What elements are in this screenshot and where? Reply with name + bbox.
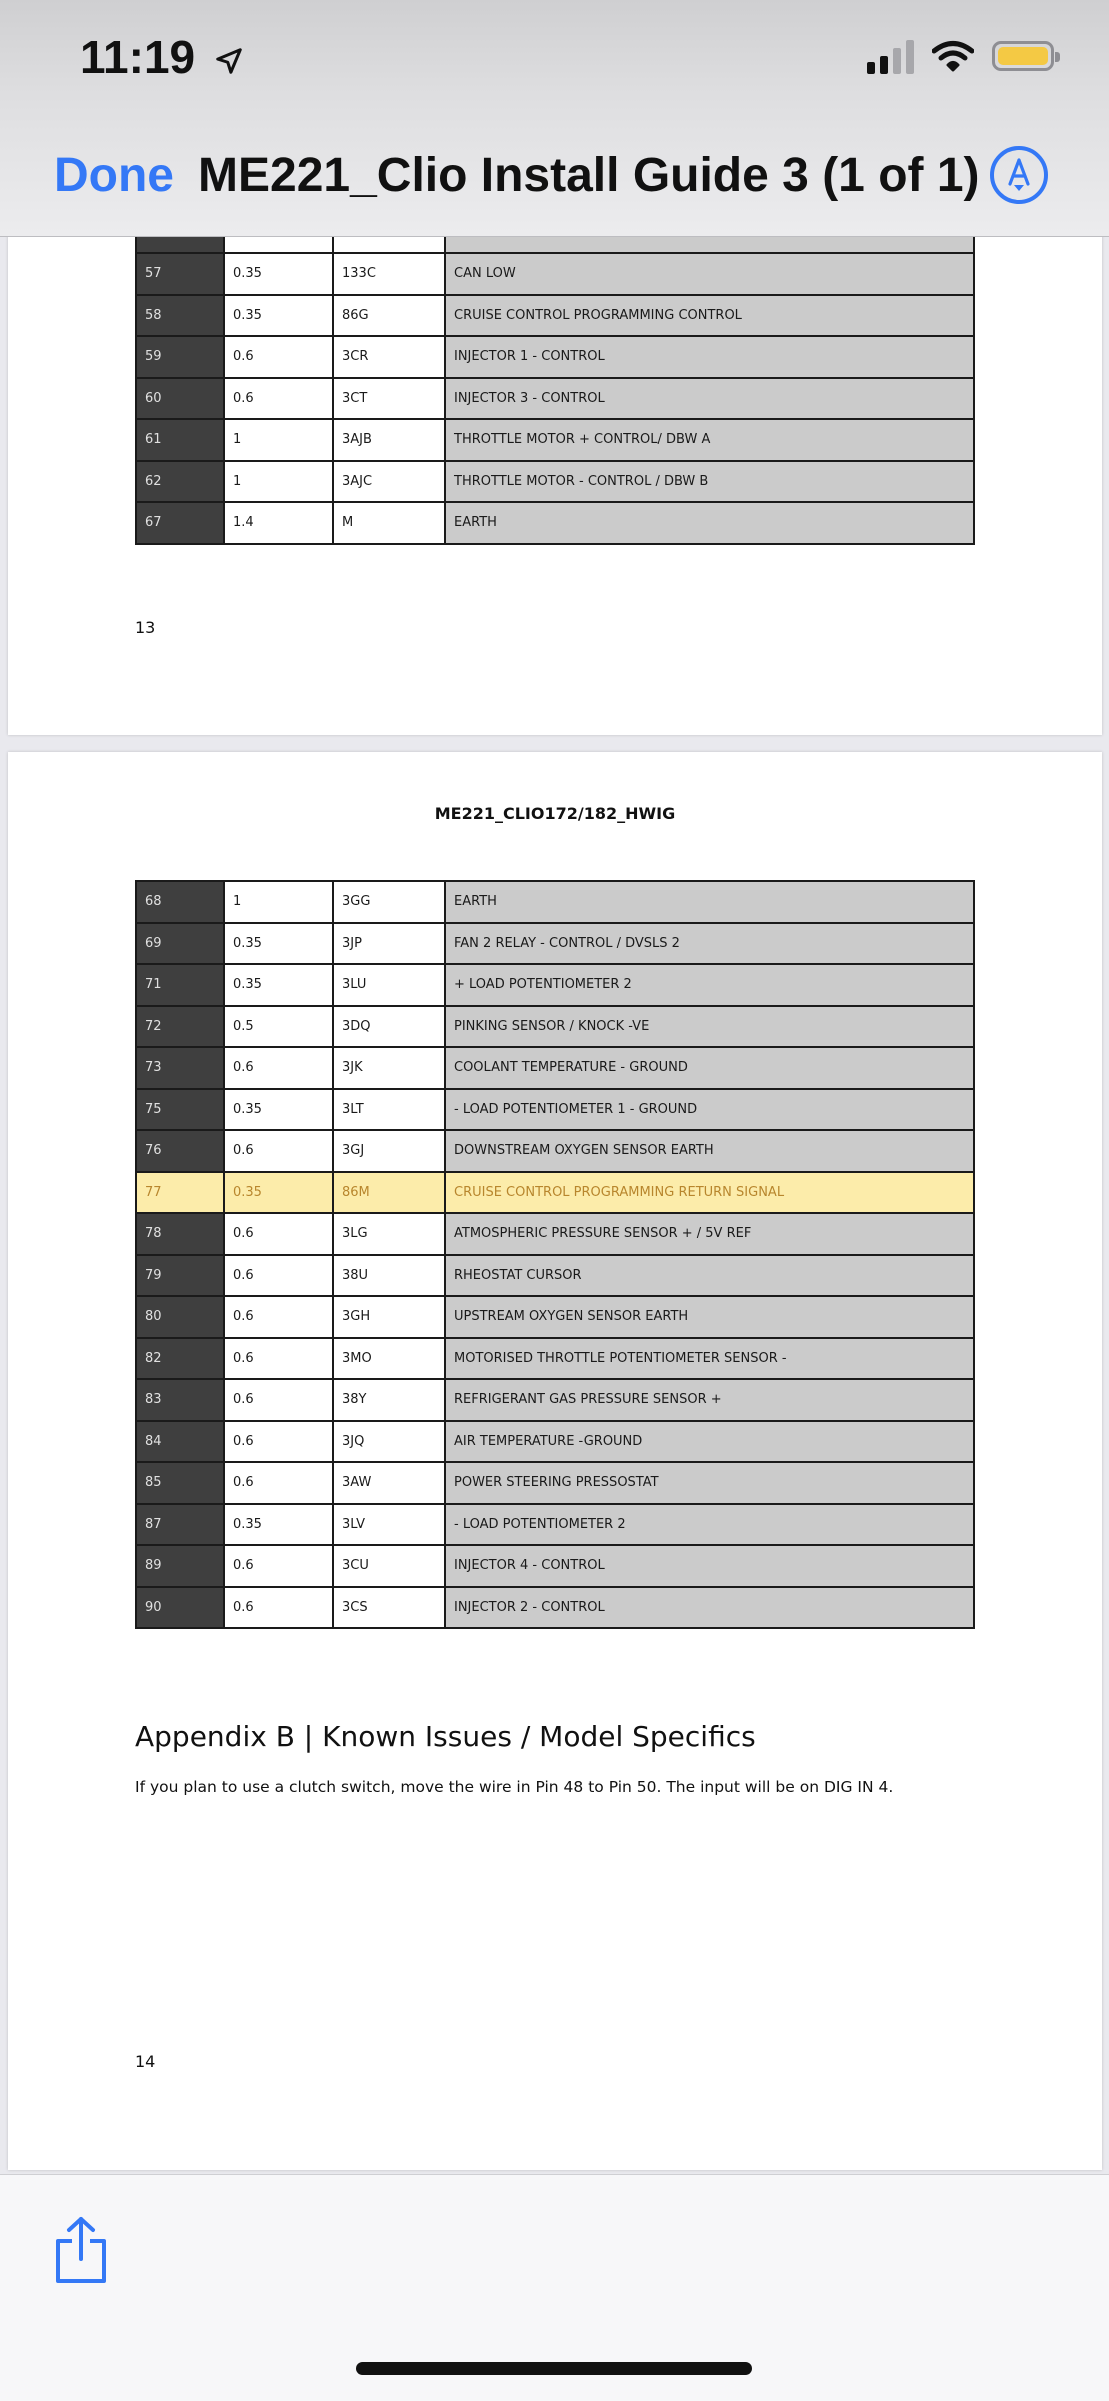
- table-row: [136, 336, 974, 378]
- function-cell: POWER STEERING PRESSOSTAT: [445, 1462, 974, 1504]
- top-bar: [0, 0, 1109, 237]
- pin-cell: 73: [136, 1047, 224, 1089]
- wire-code-cell: 3CR: [333, 336, 445, 378]
- share-icon: [52, 2215, 110, 2285]
- wire-size-cell: 0.6: [224, 1130, 333, 1172]
- pin-cell: 84: [136, 1421, 224, 1463]
- table-row: [136, 378, 974, 420]
- wire-size-cell: 0.35: [224, 964, 333, 1006]
- function-cell: - LOAD POTENTIOMETER 2: [445, 1504, 974, 1546]
- pin-cell: 60: [136, 378, 224, 420]
- document-title: ME221_Clio Install Guide 3 (1 of 1): [198, 149, 980, 202]
- wire-code-cell: M: [333, 502, 445, 544]
- wire-size-cell: 0.6: [224, 1545, 333, 1587]
- status-icons: [867, 38, 1054, 74]
- table-row: [136, 1255, 974, 1297]
- table-row: [136, 1213, 974, 1255]
- function-cell: CRUISE CONTROL PROGRAMMING RETURN SIGNAL: [445, 1172, 974, 1214]
- wire-size-cell: 0.35: [224, 295, 333, 337]
- table-row: [136, 1296, 974, 1338]
- wire-size-cell: 0.35: [224, 923, 333, 965]
- pin-cell: 59: [136, 336, 224, 378]
- wire-code-cell: 3AJB: [333, 419, 445, 461]
- wire-code-cell: 3JP: [333, 923, 445, 965]
- table-row: [136, 253, 974, 295]
- pin-cell: 69: [136, 923, 224, 965]
- table-row: [136, 1130, 974, 1172]
- cellular-signal-icon: [867, 38, 914, 74]
- table-row: [136, 964, 974, 1006]
- pin-cell: 62: [136, 461, 224, 503]
- function-cell: + LOAD POTENTIOMETER 2: [445, 964, 974, 1006]
- function-cell: EARTH: [445, 881, 974, 923]
- page-number: 13: [135, 618, 156, 637]
- wire-size-cell: 0.6: [224, 378, 333, 420]
- pin-cell: 72: [136, 1006, 224, 1048]
- function-cell: DOWNSTREAM OXYGEN SENSOR EARTH: [445, 1130, 974, 1172]
- function-cell: - LOAD POTENTIOMETER 1 - GROUND: [445, 1089, 974, 1131]
- document-page-14: [8, 752, 1102, 2170]
- wire-code-cell: 3LT: [333, 1089, 445, 1131]
- home-indicator[interactable]: [356, 2362, 752, 2375]
- table-row: [136, 1047, 974, 1089]
- table-row: [136, 1504, 974, 1546]
- wire-code-cell: 3LV: [333, 1504, 445, 1546]
- table-row: [136, 1545, 974, 1587]
- wire-code-cell: 3MO: [333, 1338, 445, 1380]
- pin-cell: 68: [136, 881, 224, 923]
- pin-cell: 61: [136, 419, 224, 461]
- wire-code-cell: 3DQ: [333, 1006, 445, 1048]
- page-number: 14: [135, 2052, 156, 2071]
- table-row: [136, 1379, 974, 1421]
- wire-size-cell: 1: [224, 461, 333, 503]
- pin-table-page-13: [135, 200, 975, 545]
- table-row: [136, 502, 974, 544]
- function-cell: UPSTREAM OXYGEN SENSOR EARTH: [445, 1296, 974, 1338]
- pin-cell: 79: [136, 1255, 224, 1297]
- function-cell: FAN 2 RELAY - CONTROL / DVSLS 2: [445, 923, 974, 965]
- pin-cell: 89: [136, 1545, 224, 1587]
- wire-code-cell: 3JQ: [333, 1421, 445, 1463]
- wire-code-cell: 38Y: [333, 1379, 445, 1421]
- pin-cell: 76: [136, 1130, 224, 1172]
- pin-cell: 90: [136, 1587, 224, 1629]
- wire-size-cell: 1: [224, 419, 333, 461]
- appendix-heading: Appendix B | Known Issues / Model Specifics: [135, 1720, 756, 1753]
- wire-size-cell: 1.4: [224, 502, 333, 544]
- wire-size-cell: 0.35: [224, 1172, 333, 1214]
- pin-table-page-14: [135, 880, 975, 1629]
- pin-cell: 80: [136, 1296, 224, 1338]
- wire-code-cell: 3AJC: [333, 461, 445, 503]
- wire-size-cell: 0.5: [224, 1006, 333, 1048]
- wire-code-cell: 3GG: [333, 881, 445, 923]
- pin-cell: 58: [136, 295, 224, 337]
- wire-code-cell: 3CT: [333, 378, 445, 420]
- function-cell: THROTTLE MOTOR + CONTROL/ DBW A: [445, 419, 974, 461]
- wire-code-cell: 3GH: [333, 1296, 445, 1338]
- table-row: [136, 1421, 974, 1463]
- function-cell: INJECTOR 2 - CONTROL: [445, 1587, 974, 1629]
- pin-cell: 83: [136, 1379, 224, 1421]
- wire-code-cell: 86M: [333, 1172, 445, 1214]
- function-cell: EARTH: [445, 502, 974, 544]
- pin-cell: 87: [136, 1504, 224, 1546]
- table-row: [136, 1338, 974, 1380]
- wire-size-cell: 0.6: [224, 1338, 333, 1380]
- wire-code-cell: 38U: [333, 1255, 445, 1297]
- function-cell: INJECTOR 3 - CONTROL: [445, 378, 974, 420]
- wire-size-cell: 0.6: [224, 1462, 333, 1504]
- function-cell: COOLANT TEMPERATURE - GROUND: [445, 1047, 974, 1089]
- pin-cell: 82: [136, 1338, 224, 1380]
- table-row: [136, 1462, 974, 1504]
- wire-code-cell: 3GJ: [333, 1130, 445, 1172]
- wire-size-cell: 0.6: [224, 1255, 333, 1297]
- function-cell: CAN LOW: [445, 253, 974, 295]
- wire-size-cell: 1: [224, 881, 333, 923]
- wire-size-cell: 0.6: [224, 1047, 333, 1089]
- function-cell: RHEOSTAT CURSOR: [445, 1255, 974, 1297]
- wire-code-cell: 3CS: [333, 1587, 445, 1629]
- pin-cell: 85: [136, 1462, 224, 1504]
- table-row: [136, 461, 974, 503]
- table-row: [136, 1089, 974, 1131]
- wire-code-cell: 3JK: [333, 1047, 445, 1089]
- table-row: [136, 881, 974, 923]
- appendix-paragraph: If you plan to use a clutch switch, move the wire in Pin 48 to Pin 50. The input will be on DIG IN 4.: [135, 1778, 894, 1796]
- pin-cell: 57: [136, 253, 224, 295]
- location-arrow-icon: [214, 46, 244, 76]
- share-button[interactable]: [52, 2215, 110, 2290]
- function-cell: INJECTOR 1 - CONTROL: [445, 336, 974, 378]
- wifi-icon: [932, 40, 974, 72]
- wire-size-cell: 0.6: [224, 1379, 333, 1421]
- wire-size-cell: 0.35: [224, 1504, 333, 1546]
- document-page-13: [8, 200, 1102, 735]
- table-row: [136, 419, 974, 461]
- function-cell: PINKING SENSOR / KNOCK -VE: [445, 1006, 974, 1048]
- status-time-text: 11:19: [80, 31, 196, 83]
- wire-size-cell: 0.6: [224, 336, 333, 378]
- markup-button[interactable]: [990, 146, 1048, 204]
- markup-pen-icon: [1004, 158, 1034, 192]
- wire-size-cell: 0.6: [224, 1296, 333, 1338]
- function-cell: AIR TEMPERATURE -GROUND: [445, 1421, 974, 1463]
- table-row-highlighted: [136, 1172, 974, 1214]
- wire-code-cell: 3LG: [333, 1213, 445, 1255]
- status-time: [80, 30, 244, 84]
- wire-size-cell: 0.35: [224, 253, 333, 295]
- wire-size-cell: 0.6: [224, 1587, 333, 1629]
- table-row: [136, 1587, 974, 1629]
- table-row: [136, 1006, 974, 1048]
- pin-cell: 78: [136, 1213, 224, 1255]
- done-button[interactable]: Done: [54, 149, 174, 202]
- wire-code-cell: 3LU: [333, 964, 445, 1006]
- table-row: [136, 923, 974, 965]
- function-cell: INJECTOR 4 - CONTROL: [445, 1545, 974, 1587]
- page-header: ME221_CLIO172/182_HWIG: [434, 804, 676, 823]
- pin-cell: 71: [136, 964, 224, 1006]
- function-cell: REFRIGERANT GAS PRESSURE SENSOR +: [445, 1379, 974, 1421]
- wire-code-cell: 86G: [333, 295, 445, 337]
- wire-size-cell: 0.6: [224, 1213, 333, 1255]
- function-cell: MOTORISED THROTTLE POTENTIOMETER SENSOR -: [445, 1338, 974, 1380]
- pin-cell: 77: [136, 1172, 224, 1214]
- pin-cell: 75: [136, 1089, 224, 1131]
- wire-size-cell: 0.35: [224, 1089, 333, 1131]
- wire-code-cell: 3CU: [333, 1545, 445, 1587]
- battery-icon: [992, 41, 1054, 71]
- table-row: [136, 295, 974, 337]
- function-cell: ATMOSPHERIC PRESSURE SENSOR + / 5V REF: [445, 1213, 974, 1255]
- pin-cell: 67: [136, 502, 224, 544]
- wire-size-cell: 0.6: [224, 1421, 333, 1463]
- function-cell: CRUISE CONTROL PROGRAMMING CONTROL: [445, 295, 974, 337]
- function-cell: THROTTLE MOTOR - CONTROL / DBW B: [445, 461, 974, 503]
- wire-code-cell: 3AW: [333, 1462, 445, 1504]
- wire-code-cell: 133C: [333, 253, 445, 295]
